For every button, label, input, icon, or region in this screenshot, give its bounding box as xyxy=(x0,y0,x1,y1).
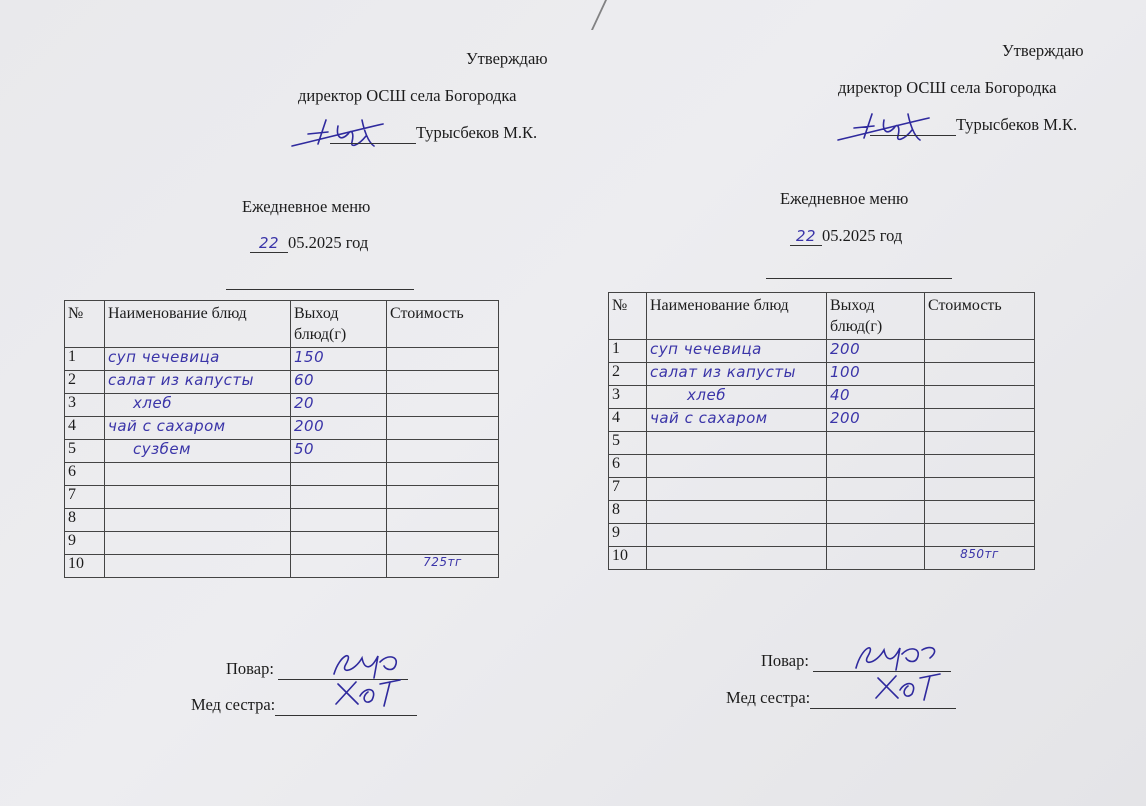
table-row: 5 сузбем 50 xyxy=(65,440,499,463)
dish-cell xyxy=(647,432,827,455)
dish-cell xyxy=(647,547,827,570)
header-num: № xyxy=(609,293,647,340)
cost-cell xyxy=(387,348,499,371)
output-cell: 20 xyxy=(291,394,387,417)
cost-cell: 725тг xyxy=(387,555,499,578)
dish-cell xyxy=(647,455,827,478)
dish-cell xyxy=(105,532,291,555)
approval-position: директор ОСШ села Богородка xyxy=(298,86,517,105)
table-row: 5 xyxy=(609,432,1035,455)
dish-cell: хлеб xyxy=(105,394,291,417)
header-cost: Стоимость xyxy=(387,301,499,348)
output-cell: 200 xyxy=(827,409,925,432)
cost-cell xyxy=(925,386,1035,409)
menu-title: Ежедневное меню xyxy=(242,197,371,216)
cost-cell xyxy=(925,501,1035,524)
output-cell xyxy=(827,547,925,570)
nurse-label: Мед сестра: xyxy=(191,695,276,714)
dish-cell: хлеб xyxy=(647,386,827,409)
output-cell xyxy=(827,432,925,455)
menu-sheet-left xyxy=(0,0,560,806)
dish-cell xyxy=(647,478,827,501)
cost-cell xyxy=(925,432,1035,455)
approval-title: Утверждаю xyxy=(466,49,548,68)
header-num: № xyxy=(65,301,105,348)
header-dish: Наименование блюд xyxy=(105,301,291,348)
table-row: 10 850тг xyxy=(609,547,1035,570)
dish-cell: чай с сахаром xyxy=(105,417,291,440)
table-row: 8 xyxy=(609,501,1035,524)
output-cell xyxy=(827,524,925,547)
table-row: 1 суп чечевица 150 xyxy=(65,348,499,371)
output-cell xyxy=(827,478,925,501)
cost-cell xyxy=(387,417,499,440)
output-cell xyxy=(291,509,387,532)
menu-date xyxy=(250,233,368,253)
header-dish: Наименование блюд xyxy=(647,293,827,340)
dish-cell: суп чечевица xyxy=(105,348,291,371)
dish-cell xyxy=(105,509,291,532)
output-cell: 200 xyxy=(827,340,925,363)
cost-cell xyxy=(387,440,499,463)
cost-cell xyxy=(387,371,499,394)
director-signature-line xyxy=(330,123,416,144)
cook-label: Повар: xyxy=(226,659,274,678)
dish-cell: чай с сахаром xyxy=(647,409,827,432)
title-divider xyxy=(766,278,952,279)
nurse-signature xyxy=(870,668,950,704)
menu-sheet-right xyxy=(540,0,1100,806)
table-row: 8 xyxy=(65,509,499,532)
cost-cell xyxy=(925,340,1035,363)
nurse-label: Мед сестра: xyxy=(726,688,811,707)
cost-cell xyxy=(925,455,1035,478)
dish-cell: салат из капусты xyxy=(647,363,827,386)
output-cell xyxy=(291,486,387,509)
output-cell xyxy=(827,501,925,524)
output-cell: 150 xyxy=(291,348,387,371)
output-cell xyxy=(291,532,387,555)
dish-cell xyxy=(647,524,827,547)
cost-cell xyxy=(925,478,1035,501)
table-row: 10 725тг xyxy=(65,555,499,578)
dish-cell xyxy=(105,555,291,578)
table-row: 6 xyxy=(65,463,499,486)
menu-table xyxy=(64,300,499,578)
header-output: Выход блюд(г) xyxy=(291,301,387,348)
approval-position: директор ОСШ села Богородка xyxy=(838,78,1057,97)
date-rest: 05.2025 год xyxy=(822,226,903,245)
table-row: 4 чай с сахаром 200 xyxy=(65,417,499,440)
cost-cell xyxy=(925,524,1035,547)
table-row: 9 xyxy=(609,524,1035,547)
cost-cell xyxy=(387,394,499,417)
header-cost: Стоимость xyxy=(925,293,1035,340)
cost-cell xyxy=(925,363,1035,386)
table-row: 7 xyxy=(609,478,1035,501)
date-day: 22 xyxy=(250,234,288,253)
dish-cell xyxy=(105,463,291,486)
table-row: 2 салат из капусты 100 xyxy=(609,363,1035,386)
table-row: 1 суп чечевица 200 xyxy=(609,340,1035,363)
cost-cell xyxy=(387,463,499,486)
title-divider xyxy=(226,289,414,290)
menu-title: Ежедневное меню xyxy=(780,189,909,208)
date-day: 22 xyxy=(790,227,822,246)
header-output: Выход блюд(г) xyxy=(827,293,925,340)
date-rest: 05.2025 год xyxy=(288,233,369,252)
output-cell: 60 xyxy=(291,371,387,394)
output-cell xyxy=(291,555,387,578)
dish-cell: сузбем xyxy=(105,440,291,463)
dish-cell xyxy=(105,486,291,509)
dish-cell xyxy=(647,501,827,524)
approval-name: Турысбеков М.К. xyxy=(416,123,538,142)
table-row: 7 xyxy=(65,486,499,509)
table-header-row xyxy=(609,293,1035,340)
cost-cell: 850тг xyxy=(925,547,1035,570)
director-signature-line xyxy=(870,115,956,136)
cost-cell xyxy=(925,409,1035,432)
cook-label: Повар: xyxy=(761,651,809,670)
cost-cell xyxy=(387,532,499,555)
output-cell: 100 xyxy=(827,363,925,386)
nurse-signature xyxy=(330,674,410,710)
output-cell: 200 xyxy=(291,417,387,440)
output-cell: 40 xyxy=(827,386,925,409)
table-row: 2 салат из капусты 60 xyxy=(65,371,499,394)
output-cell xyxy=(827,455,925,478)
cost-cell xyxy=(387,509,499,532)
table-row: 9 xyxy=(65,532,499,555)
dish-cell: суп чечевица xyxy=(647,340,827,363)
output-cell: 50 xyxy=(291,440,387,463)
table-row: 3 хлеб 40 xyxy=(609,386,1035,409)
table-row: 4 чай с сахаром 200 xyxy=(609,409,1035,432)
output-cell xyxy=(291,463,387,486)
menu-date xyxy=(790,226,902,246)
table-header-row xyxy=(65,301,499,348)
approval-name: Турысбеков М.К. xyxy=(956,115,1078,134)
menu-table xyxy=(608,292,1035,570)
table-row: 6 xyxy=(609,455,1035,478)
approval-title: Утверждаю xyxy=(1002,41,1084,60)
cost-cell xyxy=(387,486,499,509)
table-row: 3 хлеб 20 xyxy=(65,394,499,417)
dish-cell: салат из капусты xyxy=(105,371,291,394)
